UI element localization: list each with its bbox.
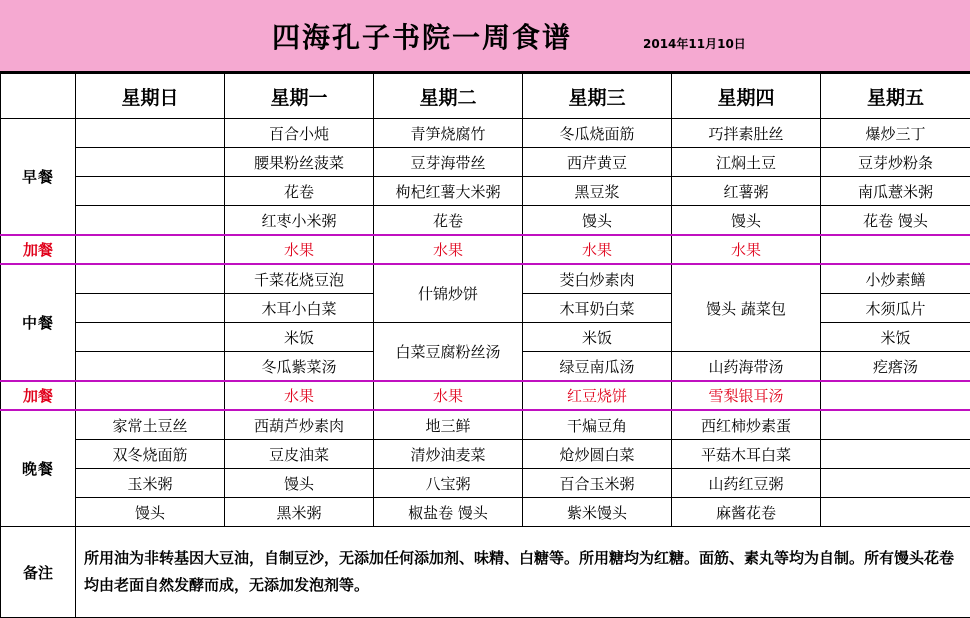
menu-cell: 江焖土豆 xyxy=(672,148,821,177)
menu-cell xyxy=(76,177,225,206)
menu-cell: 炝炒圆白菜 xyxy=(523,440,672,469)
snack-cell: 红豆烧饼 xyxy=(523,381,672,410)
day-header-row xyxy=(1,74,970,119)
lunch-row xyxy=(1,323,970,352)
day-header: 星期五 xyxy=(821,74,970,119)
menu-cell: 黑豆浆 xyxy=(523,177,672,206)
menu-cell: 腰果粉丝菠菜 xyxy=(225,148,374,177)
menu-date: 2014年11月10日 xyxy=(643,35,746,52)
meal-label-dinner: 晚餐 xyxy=(1,410,76,527)
menu-cell: 千菜花烧豆泡 xyxy=(225,264,374,294)
menu-cell: 麻酱花卷 xyxy=(672,498,821,527)
snack-cell xyxy=(76,235,225,264)
menu-cell: 冬瓜烧面筋 xyxy=(523,119,672,148)
menu-cell: 小炒素鳝 xyxy=(821,264,970,294)
menu-cell xyxy=(76,352,225,382)
menu-cell: 红薯粥 xyxy=(672,177,821,206)
menu-cell: 红枣小米粥 xyxy=(225,206,374,236)
weekly-menu-table xyxy=(0,73,970,618)
menu-cell: 馒头 xyxy=(76,498,225,527)
snack-cell xyxy=(76,381,225,410)
day-header: 星期三 xyxy=(523,74,672,119)
menu-cell: 家常土豆丝 xyxy=(76,410,225,440)
menu-cell: 馒头 xyxy=(225,469,374,498)
title-bar xyxy=(0,0,970,73)
menu-cell: 山药海带汤 xyxy=(672,352,821,382)
menu-cell: 什锦炒饼 xyxy=(374,264,523,323)
snack-cell: 水果 xyxy=(374,235,523,264)
meal-label-snack: 加餐 xyxy=(1,235,76,264)
menu-cell: 西芹黄豆 xyxy=(523,148,672,177)
snack-cell: 水果 xyxy=(672,235,821,264)
menu-cell: 地三鲜 xyxy=(374,410,523,440)
menu-cell: 白菜豆腐粉丝汤 xyxy=(374,323,523,382)
menu-cell: 米饭 xyxy=(821,323,970,352)
meal-label-snack: 加餐 xyxy=(1,381,76,410)
menu-cell: 馒头 蔬菜包 xyxy=(672,264,821,352)
breakfast-row xyxy=(1,148,970,177)
menu-cell: 豆皮油菜 xyxy=(225,440,374,469)
menu-cell: 玉米粥 xyxy=(76,469,225,498)
lunch-row xyxy=(1,264,970,294)
menu-cell: 馒头 xyxy=(672,206,821,236)
menu-cell xyxy=(821,440,970,469)
menu-cell: 木须瓜片 xyxy=(821,294,970,323)
menu-cell: 豆芽炒粉条 xyxy=(821,148,970,177)
menu-cell: 豆芽海带丝 xyxy=(374,148,523,177)
corner-cell xyxy=(1,74,76,119)
menu-cell xyxy=(821,410,970,440)
note-text: 所用油为非转基因大豆油，自制豆沙，无添加任何添加剂、味精、白糖等。所用糖均为红糖。面筋、素丸等均为自制。所有馒头花卷均由老面自然发酵而成，无添加发泡剂等。 xyxy=(76,527,970,618)
dinner-row xyxy=(1,440,970,469)
menu-cell: 南瓜薏米粥 xyxy=(821,177,970,206)
menu-cell: 百合玉米粥 xyxy=(523,469,672,498)
menu-cell: 馒头 xyxy=(523,206,672,236)
snack-row-pm xyxy=(1,381,970,410)
menu-cell: 清炒油麦菜 xyxy=(374,440,523,469)
menu-cell: 米饭 xyxy=(523,323,672,352)
menu-cell xyxy=(76,206,225,236)
menu-cell: 干煸豆角 xyxy=(523,410,672,440)
menu-cell: 百合小炖 xyxy=(225,119,374,148)
dinner-row xyxy=(1,498,970,527)
day-header: 星期四 xyxy=(672,74,821,119)
menu-cell: 木耳小白菜 xyxy=(225,294,374,323)
menu-cell: 米饭 xyxy=(225,323,374,352)
meal-label-breakfast: 早餐 xyxy=(1,119,76,236)
snack-cell: 水果 xyxy=(523,235,672,264)
menu-cell: 枸杞红薯大米粥 xyxy=(374,177,523,206)
menu-cell: 平菇木耳白菜 xyxy=(672,440,821,469)
note-row xyxy=(1,527,970,618)
day-header: 星期日 xyxy=(76,74,225,119)
menu-cell: 疙瘩汤 xyxy=(821,352,970,382)
menu-cell xyxy=(76,148,225,177)
menu-cell: 冬瓜紫菜汤 xyxy=(225,352,374,382)
breakfast-row xyxy=(1,177,970,206)
menu-cell: 绿豆南瓜汤 xyxy=(523,352,672,382)
page-title: 四海孔子书院一周食谱 xyxy=(272,16,572,56)
menu-cell xyxy=(76,264,225,294)
menu-cell: 八宝粥 xyxy=(374,469,523,498)
snack-cell: 雪梨银耳汤 xyxy=(672,381,821,410)
breakfast-row xyxy=(1,119,970,148)
note-label: 备注 xyxy=(1,527,76,618)
menu-cell xyxy=(821,498,970,527)
menu-cell xyxy=(76,119,225,148)
snack-cell xyxy=(821,381,970,410)
menu-cell: 花卷 xyxy=(225,177,374,206)
menu-cell: 西红柿炒素蛋 xyxy=(672,410,821,440)
snack-cell: 水果 xyxy=(225,235,374,264)
breakfast-row xyxy=(1,206,970,236)
meal-label-lunch: 中餐 xyxy=(1,264,76,381)
menu-cell xyxy=(821,469,970,498)
menu-cell xyxy=(76,323,225,352)
menu-cell: 爆炒三丁 xyxy=(821,119,970,148)
menu-cell: 紫米馒头 xyxy=(523,498,672,527)
day-header: 星期二 xyxy=(374,74,523,119)
menu-cell xyxy=(76,294,225,323)
menu-cell: 山药红豆粥 xyxy=(672,469,821,498)
snack-cell xyxy=(821,235,970,264)
menu-cell: 双冬烧面筋 xyxy=(76,440,225,469)
menu-cell: 巧拌素肚丝 xyxy=(672,119,821,148)
menu-cell: 西葫芦炒素肉 xyxy=(225,410,374,440)
day-header: 星期一 xyxy=(225,74,374,119)
menu-cell: 茭白炒素肉 xyxy=(523,264,672,294)
snack-cell: 水果 xyxy=(225,381,374,410)
dinner-row xyxy=(1,410,970,440)
dinner-row xyxy=(1,469,970,498)
menu-cell: 木耳奶白菜 xyxy=(523,294,672,323)
menu-cell: 花卷 xyxy=(374,206,523,236)
snack-cell: 水果 xyxy=(374,381,523,410)
menu-cell: 青笋烧腐竹 xyxy=(374,119,523,148)
menu-cell: 黑米粥 xyxy=(225,498,374,527)
snack-row-am xyxy=(1,235,970,264)
menu-cell: 花卷 馒头 xyxy=(821,206,970,236)
menu-cell: 椒盐卷 馒头 xyxy=(374,498,523,527)
